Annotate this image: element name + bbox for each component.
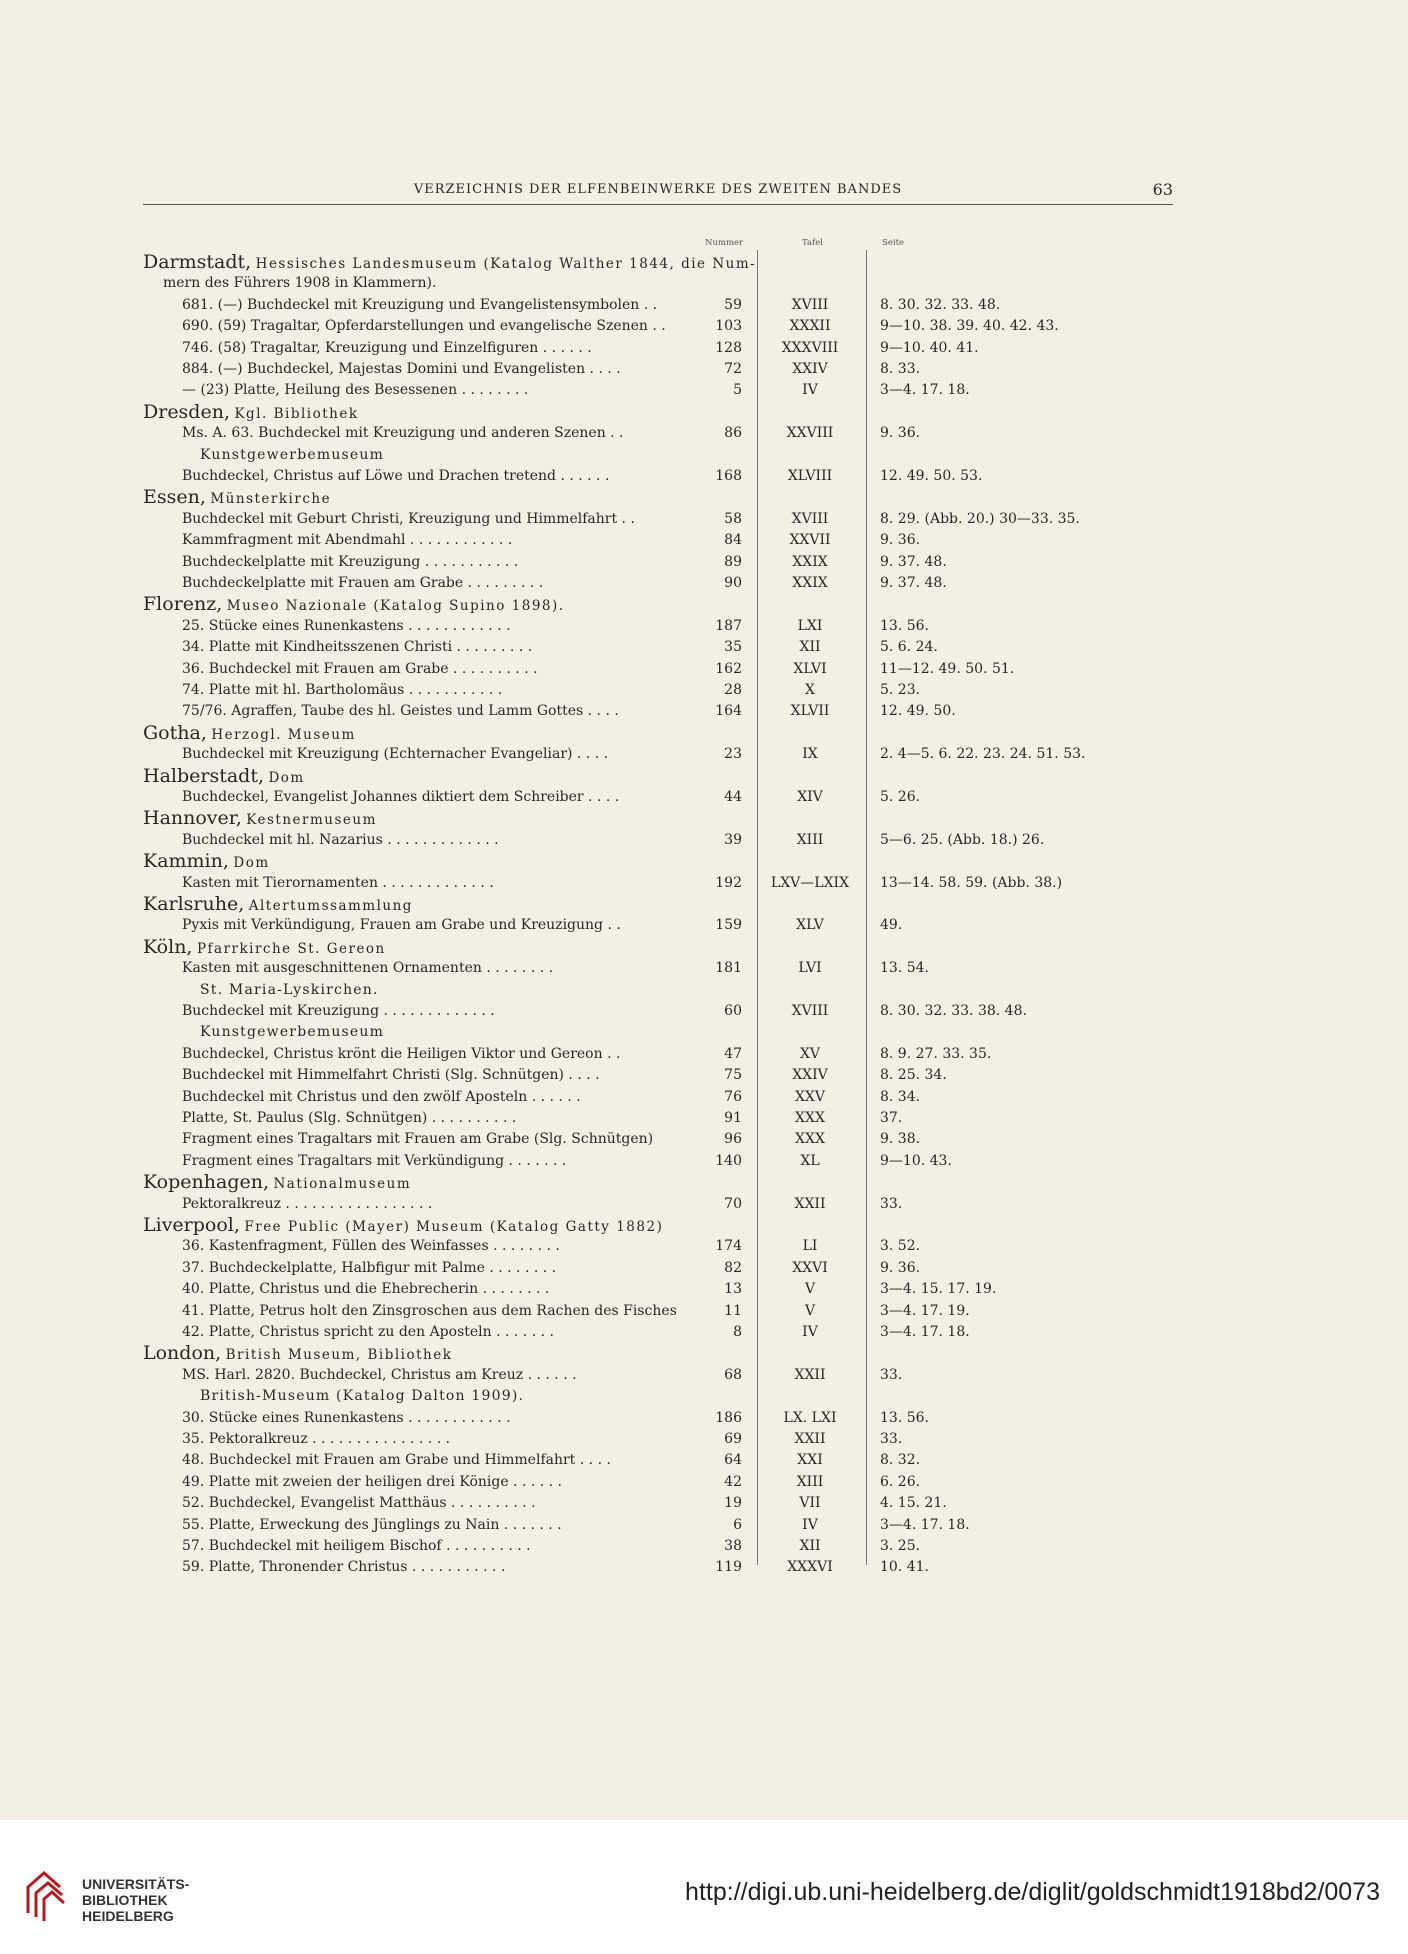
place-name: Hannover,: [143, 807, 242, 830]
entry-description: 34. Platte mit Kindheitsszenen Christi . . . . . . . . .: [182, 639, 533, 656]
entry-tafel: V: [804, 1281, 816, 1298]
entry-row: [0, 701, 1408, 722]
entry-description: Ms. A. 63. Buchdeckel mit Kreuzigung und anderen Szenen . .: [182, 425, 624, 442]
entry-nummer: 64: [724, 1452, 742, 1469]
place-heading: [0, 594, 1408, 615]
entry-description: Buchdeckel mit Kreuzigung . . . . . . . . . . . . .: [182, 1003, 495, 1019]
entry-nummer: 140: [715, 1152, 742, 1169]
entry-description: 35. Pektoralkreuz . . . . . . . . . . . . . . . .: [182, 1431, 451, 1447]
entry-tafel: LXV—LXIX: [770, 874, 850, 891]
entry-tafel: IV: [802, 382, 818, 399]
entry-description: 37. Buchdeckelplatte, Halbfigur mit Palme . . . . . . . .: [182, 1259, 557, 1276]
entry-seite: 9—10. 40. 41.: [880, 339, 979, 356]
sub-heading: St. Maria-Lyskirchen.: [200, 981, 379, 998]
entry-description: 74. Platte mit hl. Bartholomäus . . . . . . . . . . .: [182, 682, 503, 698]
entry-tafel: XV: [799, 1045, 821, 1062]
institution-name: Herzogl. Museum: [211, 726, 356, 743]
entry-description: — (23) Platte, Heilung des Besessenen . . . . . . . .: [182, 382, 529, 399]
entry-description: 40. Platte, Christus und die Ehebrecherin . . . . . . . .: [182, 1281, 550, 1298]
entry-tafel: XXIX: [792, 575, 828, 591]
library-name-line: HEIDELBERG: [82, 1908, 174, 1924]
entry-nummer: 75: [724, 1067, 742, 1084]
entry-seite: 8. 33.: [880, 361, 921, 377]
sub-heading: Kunstgewerbemuseum: [200, 1024, 385, 1041]
entry-description: 41. Platte, Petrus holt den Zinsgroschen aus dem Rachen des Fisches: [182, 1302, 677, 1319]
entry-tafel: XXII: [794, 1366, 826, 1383]
entry-tafel: XLVIII: [787, 468, 833, 484]
sub-heading-row: [0, 273, 1408, 294]
entry-tafel: LVI: [798, 960, 822, 977]
header-title: VERZEICHNIS DER ELFENBEINWERKE DES ZWEITEN BANDES: [413, 182, 903, 197]
entry-row: [0, 1001, 1408, 1022]
place-name: Darmstadt,: [143, 251, 252, 273]
entry-seite: 8. 32.: [880, 1452, 921, 1469]
entry-nummer: 164: [715, 703, 742, 720]
entry-tafel: LI: [802, 1238, 818, 1255]
entry-description: Buchdeckel, Evangelist Johannes diktiert dem Schreiber . . . .: [182, 789, 620, 805]
entry-nummer: 23: [724, 746, 742, 763]
entry-row: [0, 1151, 1408, 1172]
entry-nummer: 89: [724, 553, 742, 570]
entry-description: Buchdeckelplatte mit Frauen am Grabe . . . . . . . . .: [182, 575, 544, 591]
entry-seite: 3—4. 17. 18.: [880, 1516, 970, 1533]
place-title: [143, 723, 356, 746]
entry-nummer: 82: [724, 1259, 742, 1276]
entry-tafel: IV: [802, 1324, 818, 1340]
entry-row: [0, 787, 1408, 808]
entry-description: Kammfragment mit Abendmahl . . . . . . . . . . . .: [182, 532, 513, 549]
place-title: [143, 594, 565, 617]
entry-row: [0, 958, 1408, 979]
entry-seite: 33.: [880, 1195, 903, 1212]
entry-nummer: 42: [724, 1473, 742, 1490]
entry-tafel: XII: [799, 1538, 821, 1554]
entry-nummer: 96: [724, 1131, 742, 1148]
place-heading: [0, 1343, 1408, 1364]
institution-name: Kgl. Bibliothek: [234, 405, 359, 422]
entry-nummer: 44: [724, 789, 742, 805]
entry-row: [0, 509, 1408, 530]
institution-name: Hessisches Landesmuseum (Katalog Walther 1844, die Num-: [255, 256, 757, 272]
entry-description: MS. Harl. 2820. Buchdeckel, Christus am Kreuz . . . . . .: [182, 1366, 577, 1383]
entry-seite: 33.: [880, 1431, 903, 1447]
entry-tafel: V: [804, 1302, 816, 1319]
entry-seite: 9. 36.: [880, 425, 921, 442]
library-logo-icon: [14, 1865, 74, 1925]
entry-nummer: 86: [724, 425, 742, 442]
entry-seite: 9—10. 43.: [880, 1152, 952, 1169]
entry-row: [0, 1301, 1408, 1322]
institution-name: Altertumssammlung: [248, 898, 413, 914]
entry-row: [0, 1493, 1408, 1514]
entry-seite: 49.: [880, 917, 903, 934]
running-header: [143, 180, 1173, 205]
place-name: Halberstadt,: [143, 764, 265, 787]
entry-tafel: XII: [799, 639, 821, 656]
sub-heading-row: [0, 445, 1408, 466]
entry-nummer: 168: [715, 468, 742, 484]
place-title: [143, 808, 377, 831]
place-name: Gotha,: [143, 721, 207, 744]
place-heading: [0, 1172, 1408, 1193]
entry-seite: 12. 49. 50.: [880, 703, 956, 720]
entry-row: [0, 1429, 1408, 1450]
place-heading: [0, 766, 1408, 787]
column-header-seite: Seite: [882, 238, 905, 248]
entry-tafel: XXX: [795, 1131, 825, 1148]
entry-row: [0, 637, 1408, 658]
entry-seite: 5. 6. 24.: [880, 639, 938, 656]
entry-seite: 9. 38.: [880, 1131, 921, 1148]
entry-seite: 3. 52.: [880, 1238, 921, 1255]
entry-description: 25. Stücke eines Runenkastens . . . . . . . . . . . .: [182, 617, 511, 634]
entry-seite: 3—4. 15. 17. 19.: [880, 1281, 997, 1298]
entry-description: 681. (—) Buchdeckel mit Kreuzigung und Evangelistensymbolen . .: [182, 296, 658, 313]
entry-row: [0, 1258, 1408, 1279]
entry-nummer: 90: [724, 575, 742, 591]
institution-name: Pfarrkirche St. Gereon: [196, 940, 386, 957]
entry-row: [0, 1129, 1408, 1150]
entry-description: 746. (58) Tragaltar, Kreuzigung und Einzelfiguren . . . . . .: [182, 339, 592, 356]
entry-tafel: X: [805, 682, 815, 698]
entry-tafel: XLV: [796, 917, 824, 934]
entry-nummer: 162: [715, 660, 742, 677]
entry-row: [0, 680, 1408, 701]
sub-heading: Kunstgewerbemuseum: [200, 446, 385, 463]
institution-name: Museo Nazionale (Katalog Supino 1898).: [226, 598, 565, 615]
entry-seite: 4. 15. 21.: [880, 1495, 947, 1512]
place-title: [143, 937, 386, 960]
entry-row: [0, 466, 1408, 487]
entry-row: [0, 423, 1408, 444]
entry-seite: 9. 36.: [880, 1259, 921, 1276]
entry-nummer: 186: [715, 1409, 742, 1426]
place-name: Karlsruhe,: [143, 893, 245, 915]
entry-nummer: 181: [715, 960, 742, 977]
entry-tafel: XXXVIII: [781, 339, 839, 356]
entry-description: Fragment eines Tragaltars mit Frauen am Grabe (Slg. Schnütgen): [182, 1131, 654, 1148]
entry-tafel: XXI: [797, 1452, 823, 1469]
library-name-line: UNIVERSITÄTS-: [82, 1876, 190, 1892]
entry-description: 690. (59) Tragaltar, Opferdarstellungen und evangelische Szenen . .: [182, 318, 666, 335]
entry-description: Buchdeckel mit Geburt Christi, Kreuzigung und Himmelfahrt . .: [182, 510, 635, 527]
place-name: Kammin,: [143, 850, 229, 873]
entry-description: 884. (—) Buchdeckel, Majestas Domini und Evangelisten . . . .: [182, 361, 621, 377]
entry-nummer: 5: [733, 382, 742, 399]
entry-seite: 37.: [880, 1110, 903, 1126]
entry-nummer: 13: [724, 1281, 742, 1298]
entry-tafel: XXII: [794, 1431, 826, 1447]
entry-nummer: 70: [724, 1195, 742, 1212]
entry-description: Platte, St. Paulus (Slg. Schnütgen) . . . . . . . . . .: [182, 1110, 517, 1126]
entry-seite: 5. 23.: [880, 682, 921, 698]
entry-nummer: 8: [733, 1324, 742, 1340]
institution-name: Kestnermuseum: [246, 812, 377, 829]
entry-description: 59. Platte, Thronender Christus . . . . . . . . . . .: [182, 1559, 506, 1576]
entry-row: [0, 1472, 1408, 1493]
entry-nummer: 159: [715, 917, 742, 934]
entry-nummer: 39: [724, 831, 742, 848]
sub-heading: mern des Führers 1908 in Klammern).: [163, 275, 437, 292]
entry-description: Kasten mit ausgeschnittenen Ornamenten . . . . . . . .: [182, 960, 554, 977]
entry-nummer: 119: [715, 1559, 742, 1576]
entry-row: [0, 1408, 1408, 1429]
entry-tafel: XXVIII: [786, 425, 834, 442]
entry-seite: 8. 30. 32. 33. 38. 48.: [880, 1003, 1027, 1019]
entry-tafel: XIII: [796, 831, 824, 848]
entry-row: [0, 1108, 1408, 1129]
entry-tafel: XXV: [794, 1088, 826, 1105]
place-heading: [0, 252, 1408, 273]
place-name: Köln,: [143, 935, 193, 958]
entry-row: [0, 1365, 1408, 1386]
entry-tafel: XXVI: [792, 1259, 828, 1276]
entry-row: [0, 1322, 1408, 1343]
entry-description: Buchdeckel mit Christus und den zwölf Aposteln . . . . . .: [182, 1088, 581, 1105]
entry-tafel: XXXII: [789, 318, 831, 335]
entry-row: [0, 380, 1408, 401]
entry-description: 42. Platte, Christus spricht zu den Aposteln . . . . . . .: [182, 1324, 554, 1340]
entry-seite: 9. 37. 48.: [880, 575, 947, 591]
entry-seite: 13. 54.: [880, 960, 929, 977]
entry-row: [0, 1236, 1408, 1257]
place-title: [143, 402, 359, 425]
entry-seite: 13. 56.: [880, 1409, 929, 1426]
column-header-tafel: Tafel: [802, 238, 823, 248]
source-url-link[interactable]: http://digi.ub.uni-heidelberg.de/diglit/goldschmidt1918bd2/0073: [685, 1878, 1380, 1906]
entry-tafel: LXI: [797, 617, 823, 634]
entry-nummer: 47: [724, 1045, 742, 1062]
entry-nummer: 19: [724, 1495, 742, 1512]
entry-seite: 9. 36.: [880, 532, 921, 549]
entry-nummer: 192: [715, 874, 742, 891]
entry-row: [0, 1557, 1408, 1578]
entry-description: Buchdeckel mit hl. Nazarius . . . . . . . . . . . . .: [182, 831, 499, 848]
entry-description: Fragment eines Tragaltars mit Verkündigung . . . . . . .: [182, 1152, 567, 1169]
entry-tafel: XXIX: [792, 553, 828, 570]
entry-description: Pyxis mit Verkündigung, Frauen am Grabe und Kreuzigung . .: [182, 917, 621, 934]
entry-description: Buchdeckelplatte mit Kreuzigung . . . . . . . . . . .: [182, 553, 519, 570]
entry-tafel: XL: [800, 1152, 820, 1169]
entry-tafel: VII: [799, 1495, 821, 1512]
institution-name: Dom: [233, 855, 270, 872]
entry-seite: 8. 34.: [880, 1088, 921, 1105]
entry-seite: 3—4. 17. 18.: [880, 1324, 970, 1340]
entry-tafel: XVIII: [791, 510, 829, 527]
entry-row: [0, 359, 1408, 380]
entry-seite: 8. 9. 27. 33. 35.: [880, 1045, 992, 1062]
entry-row: [0, 316, 1408, 337]
entry-nummer: 84: [724, 532, 742, 549]
place-title: [143, 1172, 411, 1195]
place-heading: [0, 402, 1408, 423]
entry-description: Pektoralkreuz . . . . . . . . . . . . . . . . .: [182, 1195, 433, 1212]
place-heading: [0, 937, 1408, 958]
entry-tafel: XVIII: [791, 296, 829, 313]
entry-row: [0, 530, 1408, 551]
entry-seite: 3. 25.: [880, 1538, 921, 1554]
institution-name: Free Public (Mayer) Museum (Katalog Gatty 1882): [244, 1219, 664, 1235]
place-name: Kopenhagen,: [143, 1171, 270, 1194]
entry-nummer: 60: [724, 1003, 742, 1019]
institution-name: Münsterkirche: [210, 491, 332, 508]
place-title: [143, 1343, 452, 1366]
entry-tafel: IV: [802, 1516, 818, 1533]
entry-description: Kasten mit Tierornamenten . . . . . . . . . . . . .: [182, 874, 494, 891]
entry-seite: 10. 41.: [880, 1559, 929, 1576]
place-heading: [0, 808, 1408, 829]
sub-heading-row: [0, 1022, 1408, 1043]
entry-seite: 8. 30. 32. 33. 48.: [880, 296, 1001, 313]
entry-nummer: 35: [724, 639, 742, 656]
entry-row: [0, 915, 1408, 936]
entry-seite: 6. 26.: [880, 1473, 921, 1490]
entry-seite: 3—4. 17. 18.: [880, 382, 970, 399]
entry-tafel: LX. LXI: [783, 1409, 837, 1426]
entry-nummer: 68: [724, 1366, 742, 1383]
entry-nummer: 28: [724, 682, 742, 698]
entry-description: 36. Kastenfragment, Füllen des Weinfasses . . . . . . . .: [182, 1238, 560, 1255]
entry-row: [0, 1450, 1408, 1471]
column-header-nummer: Nummer: [705, 238, 744, 248]
entry-nummer: 69: [724, 1431, 742, 1447]
entry-nummer: 174: [715, 1238, 742, 1255]
entry-tafel: XXIV: [792, 361, 828, 377]
entry-tafel: XLVII: [790, 703, 830, 720]
entry-nummer: 72: [724, 361, 742, 377]
entry-nummer: 38: [724, 1538, 742, 1554]
entry-nummer: 76: [724, 1088, 742, 1105]
place-heading: [0, 851, 1408, 872]
entry-tafel: XXX: [795, 1110, 825, 1126]
entry-nummer: 59: [724, 296, 742, 313]
place-title: [143, 894, 413, 917]
place-name: London,: [143, 1342, 222, 1365]
place-name: Florenz,: [143, 593, 223, 616]
library-name: [82, 1876, 189, 1924]
page-number: 63: [1152, 180, 1173, 199]
library-name-line: BIBLIOTHEK: [82, 1892, 168, 1908]
institution-name: Nationalmuseum: [273, 1176, 412, 1193]
entry-row: [0, 573, 1408, 594]
entry-description: 75/76. Agraffen, Taube des hl. Geistes und Lamm Gottes . . . .: [182, 703, 619, 720]
entry-tafel: XIV: [797, 789, 823, 805]
entry-tafel: XXVII: [789, 532, 831, 549]
place-name: Essen,: [143, 486, 206, 509]
entry-nummer: 11: [724, 1302, 742, 1319]
entry-row: [0, 552, 1408, 573]
entry-row: [0, 1279, 1408, 1300]
sub-heading-row: [0, 1386, 1408, 1407]
entry-description: 52. Buchdeckel, Evangelist Matthäus . . . . . . . . . .: [182, 1495, 536, 1512]
entry-seite: 9—10. 38. 39. 40. 42. 43.: [880, 318, 1059, 335]
entry-description: 57. Buchdeckel mit heiligem Bischof . . . . . . . . . .: [182, 1538, 531, 1554]
entry-row: [0, 338, 1408, 359]
entry-tafel: XXXVI: [787, 1559, 833, 1576]
entry-row: [0, 295, 1408, 316]
entry-row: [0, 1087, 1408, 1108]
entry-row: [0, 873, 1408, 894]
entry-tafel: XLVI: [793, 660, 827, 677]
place-title: [143, 252, 756, 275]
entry-seite: 5. 26.: [880, 789, 921, 805]
entry-nummer: 187: [715, 617, 742, 634]
institution-name: Dom: [268, 769, 305, 786]
entry-tafel: IX: [802, 746, 818, 763]
entry-seite: 13—14. 58. 59. (Abb. 38.): [880, 874, 1063, 891]
entry-row: [0, 1515, 1408, 1536]
place-title: [143, 851, 270, 874]
entry-tafel: XXII: [794, 1195, 826, 1212]
entry-description: 49. Platte mit zweien der heiligen drei Könige . . . . . .: [182, 1473, 563, 1490]
entry-nummer: 6: [733, 1516, 742, 1533]
entry-description: 36. Buchdeckel mit Frauen am Grabe . . . . . . . . . .: [182, 660, 538, 677]
entry-row: [0, 830, 1408, 851]
entry-nummer: 128: [715, 339, 742, 356]
entry-description: Buchdeckel mit Himmelfahrt Christi (Slg. Schnütgen) . . . .: [182, 1067, 600, 1084]
place-name: Liverpool,: [143, 1214, 240, 1236]
place-title: [143, 766, 305, 789]
institution-name: British Museum, Bibliothek: [225, 1347, 453, 1364]
place-title: [143, 487, 331, 510]
entry-row: [0, 1536, 1408, 1557]
entry-description: 30. Stücke eines Runenkastens . . . . . . . . . . . .: [182, 1409, 511, 1426]
entry-row: [0, 1044, 1408, 1065]
entry-row: [0, 744, 1408, 765]
entry-seite: 12. 49. 50. 53.: [880, 468, 983, 484]
entry-description: 55. Platte, Erweckung des Jünglings zu Nain . . . . . . .: [182, 1516, 562, 1533]
entry-tafel: XVIII: [791, 1003, 829, 1019]
entry-row: [0, 1065, 1408, 1086]
sub-heading-row: [0, 980, 1408, 1001]
entry-seite: 9. 37. 48.: [880, 553, 947, 570]
entry-seite: 2. 4—5. 6. 22. 23. 24. 51. 53.: [880, 746, 1086, 763]
place-title: [143, 1215, 663, 1238]
entry-seite: 8. 29. (Abb. 20.) 30—33. 35.: [880, 510, 1080, 527]
entry-row: [0, 616, 1408, 637]
entry-nummer: 103: [715, 318, 742, 335]
entry-seite: 33.: [880, 1366, 903, 1383]
entry-seite: 11—12. 49. 50. 51.: [880, 660, 1015, 677]
entry-tafel: XXIV: [792, 1067, 828, 1084]
place-heading: [0, 723, 1408, 744]
entry-tafel: XIII: [796, 1473, 824, 1490]
entry-seite: 5—6. 25. (Abb. 18.) 26.: [880, 831, 1045, 848]
footer-bar: [0, 1820, 1408, 1954]
place-heading: [0, 1215, 1408, 1236]
entry-row: [0, 659, 1408, 680]
entry-seite: 8. 25. 34.: [880, 1067, 947, 1084]
sub-heading: British-Museum (Katalog Dalton 1909).: [200, 1388, 525, 1405]
place-name: Dresden,: [143, 400, 230, 423]
entry-description: 48. Buchdeckel mit Frauen am Grabe und Himmelfahrt . . . .: [182, 1452, 611, 1469]
entry-description: Buchdeckel mit Kreuzigung (Echternacher Evangeliar) . . . .: [182, 746, 609, 763]
entry-seite: 3—4. 17. 19.: [880, 1302, 970, 1319]
place-heading: [0, 487, 1408, 508]
entry-description: Buchdeckel, Christus auf Löwe und Drachen tretend . . . . . .: [182, 468, 610, 484]
entry-nummer: 91: [724, 1110, 742, 1126]
entry-description: Buchdeckel, Christus krönt die Heiligen Viktor und Gereon . .: [182, 1045, 621, 1062]
entry-row: [0, 1194, 1408, 1215]
place-heading: [0, 894, 1408, 915]
entry-nummer: 58: [724, 510, 742, 527]
entry-seite: 13. 56.: [880, 617, 929, 634]
